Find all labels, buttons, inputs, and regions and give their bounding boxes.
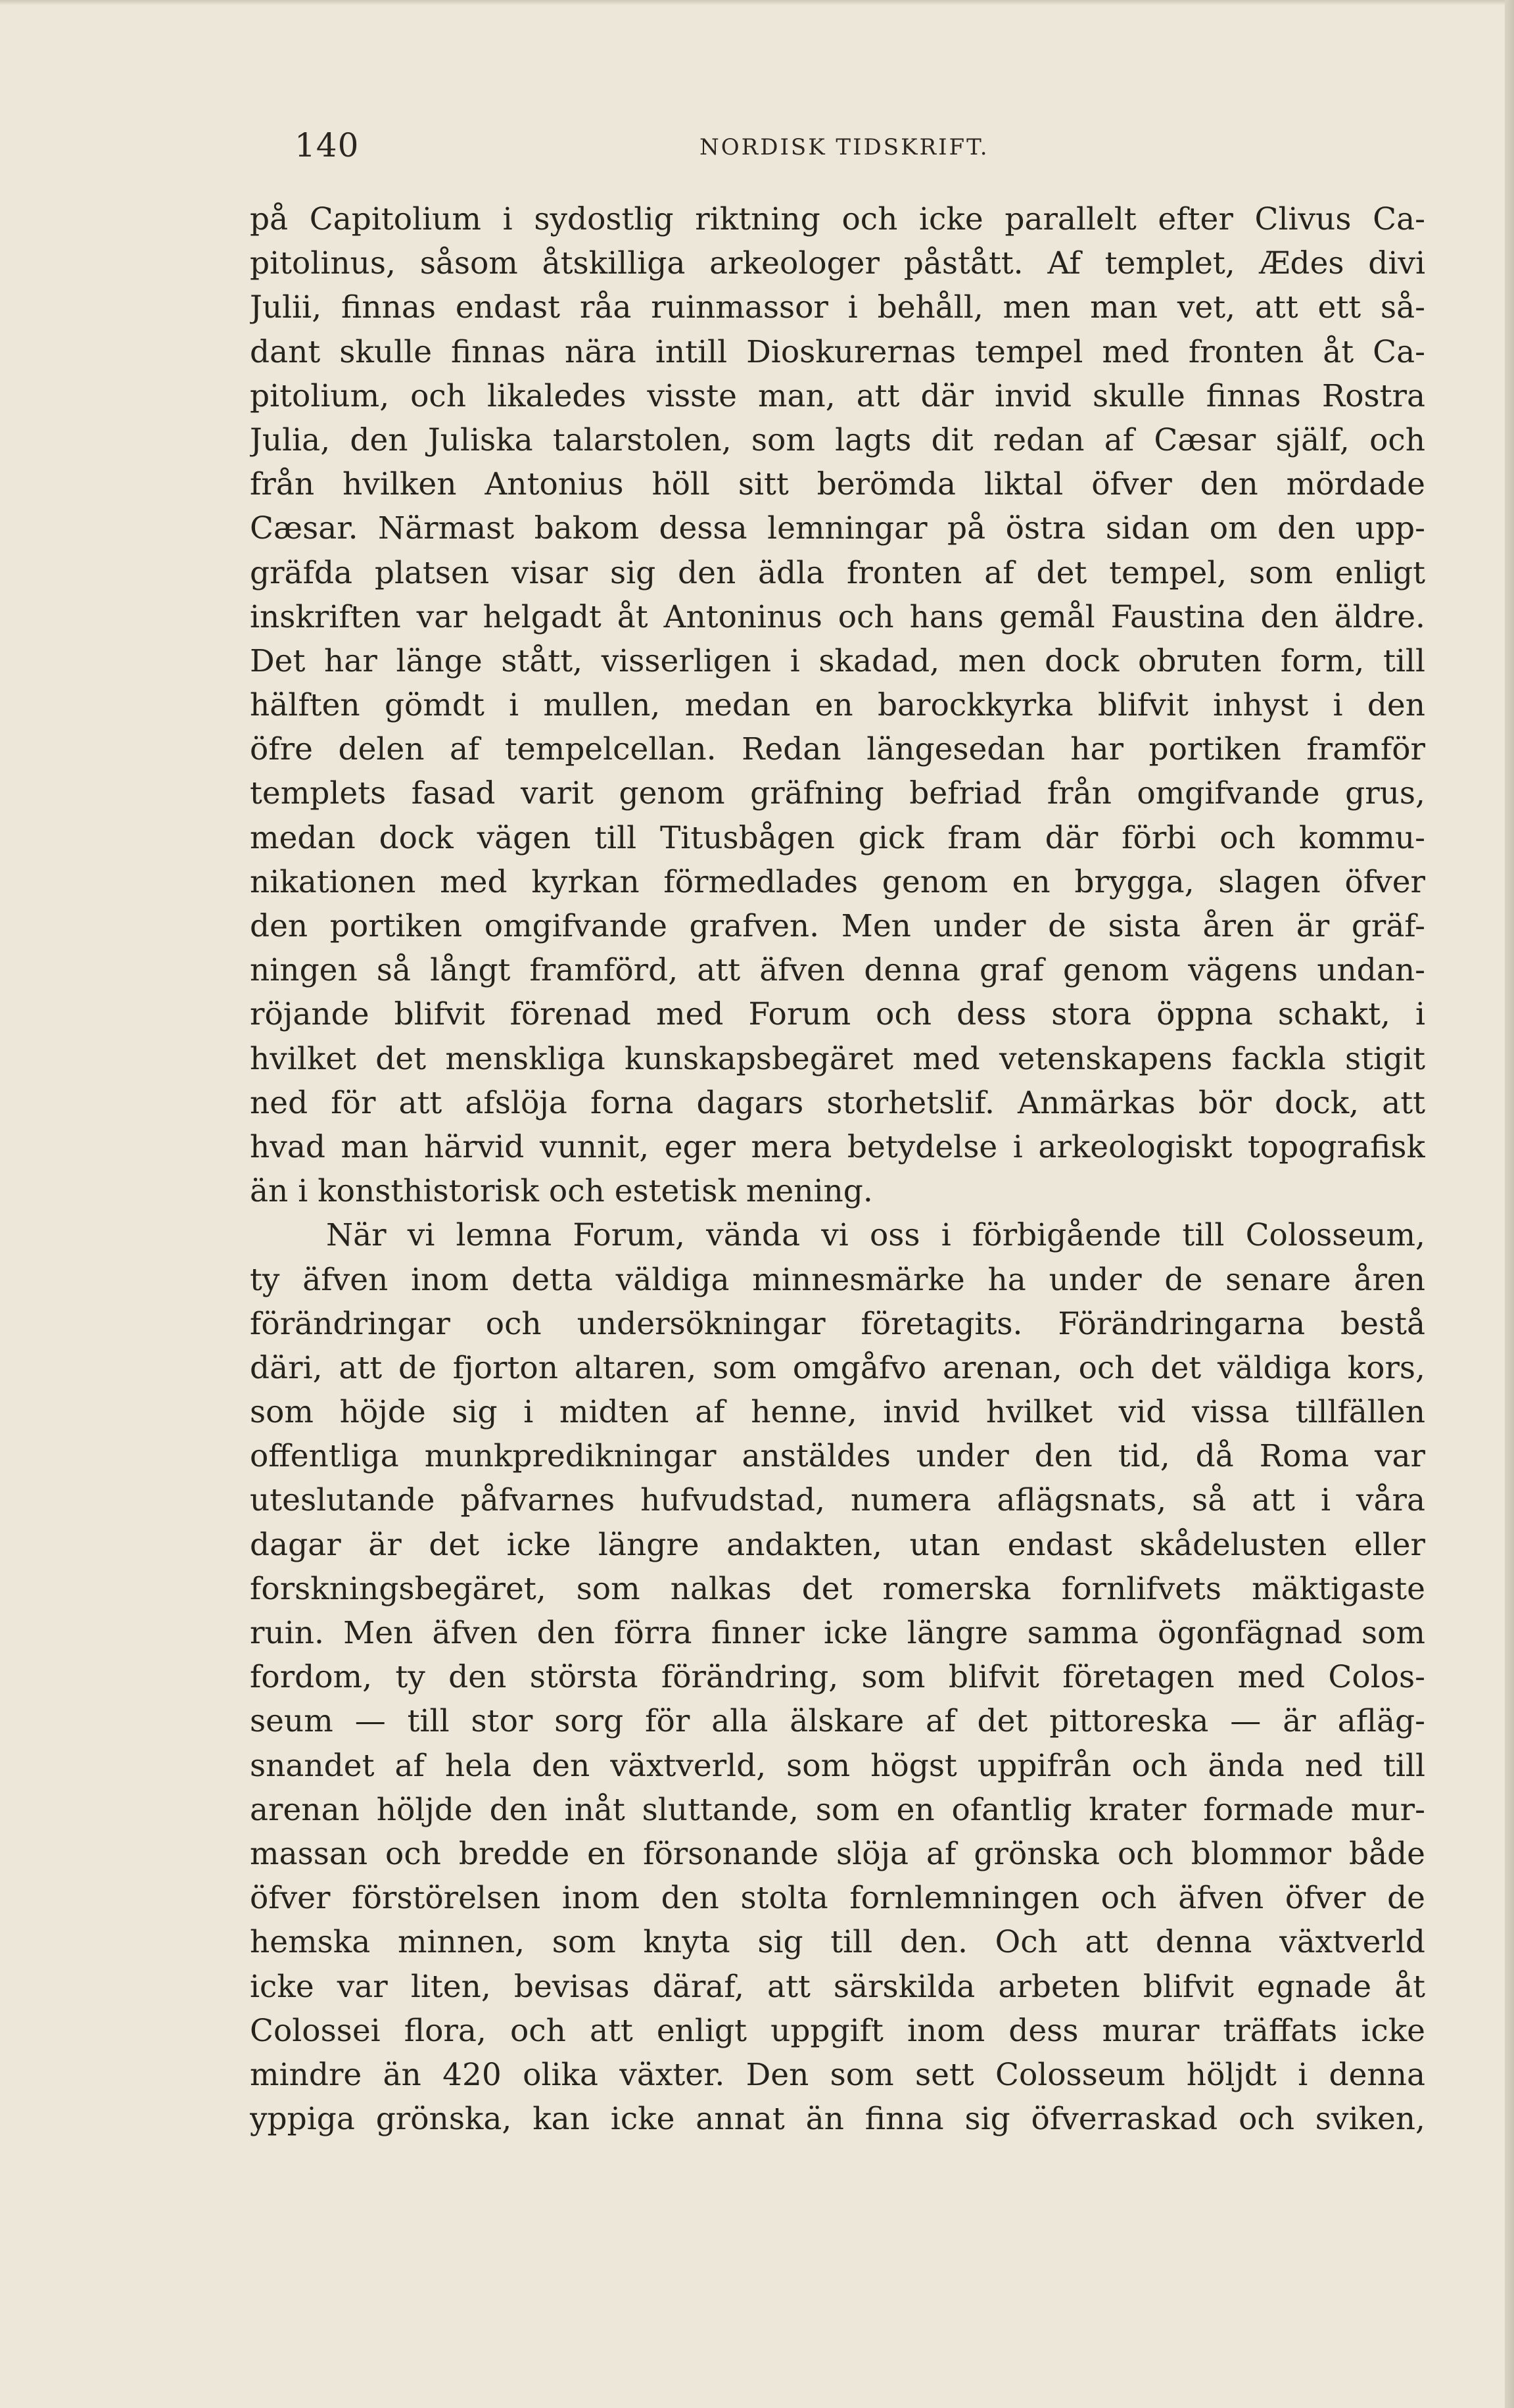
page-top-edge bbox=[0, 0, 1514, 5]
page-number: 140 bbox=[295, 126, 360, 164]
text-line: ningen så långt framförd, att äfven denna graf genom vägens undan- bbox=[250, 952, 1425, 989]
text-line: ruin. Men äfven den förra finner icke längre samma ögonfägnad som bbox=[250, 1615, 1425, 1651]
text-line: från hvilken Antonius höll sitt berömda liktal öfver den mördade bbox=[250, 466, 1425, 503]
text-line: massan och bredde en försonande slöja af grönska och blommor både bbox=[250, 1835, 1425, 1872]
text-line-paragraph-start: När vi lemna Forum, vända vi oss i förbigående till Colosseum, bbox=[326, 1217, 1425, 1254]
text-line: uteslutande påfvarnes hufvudstad, numera aflägsnats, så att i våra bbox=[250, 1482, 1425, 1519]
running-header bbox=[252, 122, 1423, 168]
text-line: hälften gömdt i mullen, medan en barockkyrka blifvit inhyst i den bbox=[250, 687, 1425, 724]
text-line: medan dock vägen till Titusbågen gick fram där förbi och kommu- bbox=[250, 819, 1425, 856]
text-line: Julii, finnas endast råa ruinmassor i behåll, men man vet, att ett så- bbox=[250, 289, 1425, 326]
text-line: fordom, ty den största förändring, som blifvit företagen med Colos- bbox=[250, 1659, 1425, 1696]
text-line: nikationen med kyrkan förmedlades genom en brygga, slagen öfver bbox=[250, 863, 1425, 900]
text-line: mindre än 420 olika växter. Den som sett Colosseum höljdt i denna bbox=[250, 2056, 1425, 2093]
text-line: snandet af hela den växtverld, som högst uppifrån och ända ned till bbox=[250, 1747, 1425, 1784]
text-line: pitolium, och likaledes visste man, att där invid skulle finnas Rostra bbox=[250, 377, 1425, 414]
text-line: Julia, den Juliska talarstolen, som lagts dit redan af Cæsar själf, och bbox=[250, 421, 1425, 458]
text-line: öfver förstörelsen inom den stolta fornlemningen och äfven öfver de bbox=[250, 1880, 1425, 1917]
text-line: röjande blifvit förenad med Forum och dess stora öppna schakt, i bbox=[250, 996, 1425, 1033]
text-line: öfre delen af tempelcellan. Redan längesedan har portiken framför bbox=[250, 731, 1425, 768]
text-line: Det har länge stått, visserligen i skadad, men dock obruten form, till bbox=[250, 642, 1425, 679]
text-line: gräfda platsen visar sig den ädla fronten af det tempel, som enligt bbox=[250, 554, 1425, 591]
text-line: forskningsbegäret, som nalkas det romerska fornlifvets mäktigaste bbox=[250, 1570, 1425, 1607]
text-line-paragraph-end: än i konsthistorisk och estetisk mening. bbox=[250, 1173, 873, 1210]
page-right-edge bbox=[1505, 0, 1514, 2408]
text-line: offentliga munkpredikningar anstäldes under den tid, då Roma var bbox=[250, 1438, 1425, 1475]
text-line: Cæsar. Närmast bakom dessa lemningar på östra sidan om den upp- bbox=[250, 510, 1425, 547]
text-line: seum — till stor sorg för alla älskare af det pittoreska — är afläg- bbox=[250, 1703, 1425, 1740]
text-line: icke var liten, bevisas däraf, att särskilda arbeten blifvit egnade åt bbox=[250, 1968, 1425, 2005]
running-title: NORDISK TIDSKRIFT. bbox=[699, 134, 989, 160]
text-line: Colossei flora, och att enligt uppgift inom dess murar träffats icke bbox=[250, 2012, 1425, 2049]
text-line: hvad man härvid vunnit, eger mera betydelse i arkeologiskt topografisk bbox=[250, 1128, 1425, 1165]
text-line: förändringar och undersökningar företagits. Förändringarna bestå bbox=[250, 1305, 1425, 1342]
text-line: pitolinus, såsom åtskilliga arkeologer påstått. Af templet, Ædes divi bbox=[250, 245, 1425, 282]
text-line: arenan höljde den inåt sluttande, som en ofantlig krater formade mur- bbox=[250, 1791, 1425, 1828]
text-line: templets fasad varit genom gräfning befriad från omgifvande grus, bbox=[250, 775, 1425, 812]
text-line: dant skulle finnas nära intill Dioskurernas tempel med fronten åt Ca- bbox=[250, 333, 1425, 370]
text-line: hemska minnen, som knyta sig till den. Och att denna växtverld bbox=[250, 1924, 1425, 1961]
text-line: ty äfven inom detta väldiga minnesmärke ha under de senare åren bbox=[250, 1261, 1425, 1298]
text-line: på Capitolium i sydostlig riktning och icke parallelt efter Clivus Ca- bbox=[250, 201, 1425, 237]
text-line: den portiken omgifvande grafven. Men under de sista åren är gräf- bbox=[250, 908, 1425, 944]
text-line: dagar är det icke längre andakten, utan endast skådelusten eller bbox=[250, 1526, 1425, 1563]
text-line: däri, att de fjorton altaren, som omgåfvo arenan, och det väldiga kors, bbox=[250, 1349, 1425, 1386]
body-text bbox=[250, 197, 1425, 2141]
text-line: ned för att afslöja forna dagars storhetslif. Anmärkas bör dock, att bbox=[250, 1084, 1425, 1121]
text-line: yppiga grönska, kan icke annat än finna sig öfverraskad och sviken, bbox=[250, 2101, 1425, 2138]
text-line: inskriften var helgadt åt Antoninus och hans gemål Faustina den äldre. bbox=[250, 598, 1425, 635]
text-line: hvilket det menskliga kunskapsbegäret med vetenskapens fackla stigit bbox=[250, 1040, 1425, 1077]
text-line: som höjde sig i midten af henne, invid hvilket vid vissa tillfällen bbox=[250, 1394, 1425, 1431]
